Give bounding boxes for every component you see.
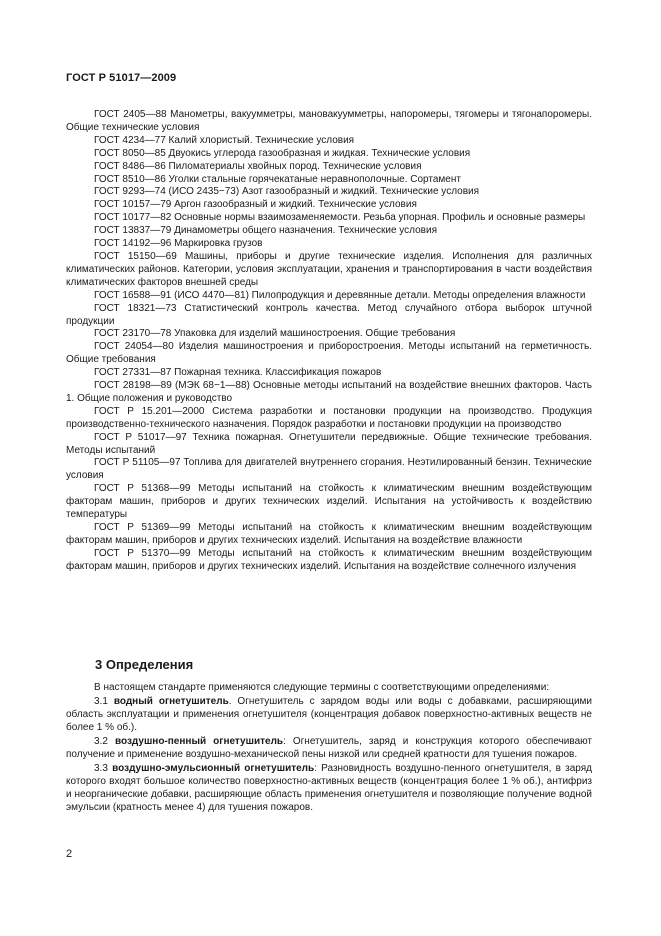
definition-term: воздушно-эмульсионный огнетушитель [112,763,315,774]
reference-item: ГОСТ Р 51105—97 Топлива для двигателей внутреннего сгорания. Неэтилированный бензин. Технические условия [66,457,592,482]
definitions-block [66,681,592,814]
definition-term: водный огнетушитель [113,696,229,707]
section-title: 3 Определения [95,657,194,672]
reference-item: ГОСТ 18321—73 Статистический контроль качества. Метод случайного отбора выборок штучной продукции [66,302,592,327]
reference-item: ГОСТ Р 51368—99 Методы испытаний на стойкость к климатическим внешним воздействующим факторам машин, приборов и других технических изделий. Испытания на устойчивость к воздействию температуры [66,483,592,521]
document-header: ГОСТ Р 51017—2009 [66,72,177,84]
reference-item: ГОСТ 13837—79 Динамометры общего назначения. Технические условия [94,225,437,237]
page-number: 2 [66,848,73,860]
definition-number: 3.3 [94,763,108,774]
reference-item: ГОСТ 8486—86 Пиломатериалы хвойных пород. Технические условия [94,160,422,172]
reference-item: ГОСТ 10157—79 Аргон газообразный и жидкий. Технические условия [94,199,417,211]
reference-item: ГОСТ 24054—80 Изделия машиностроения и приборостроения. Методы испытаний на герметичность. Общие требования [66,341,592,366]
reference-item: ГОСТ Р 51017—97 Техника пожарная. Огнетушители передвижные. Общие технические требования. Методы испытаний [66,431,592,456]
reference-item: ГОСТ 16588—91 (ИСО 4470—81) Пилопродукция и деревянные детали. Методы определения влажности [94,289,586,301]
definition-item [66,735,592,761]
definition-item [66,762,592,814]
reference-item: ГОСТ 4234—77 Калий хлористый. Технические условия [94,134,355,146]
reference-item: ГОСТ 8050—85 Двуокись углерода газообразная и жидкая. Технические условия [94,147,471,159]
reference-item: ГОСТ 27331—87 Пожарная техника. Классификация пожаров [94,367,382,379]
definition-text: : Разновидность воздушно-пенного огнетушителя, в заряд которого входят большое количество поверхностно-активных веществ (концентрация более 1 % об.), антифриз и неорганические добавки, расширяющие область применения огнетушителя и позволяющие получение водной эмульсии (кратность менее 4) для тушения пожаров. [66,763,593,813]
reference-item: ГОСТ 14192—96 Маркировка грузов [94,238,263,250]
reference-item: ГОСТ Р 15.201—2000 Система разработки и постановки продукции на производство. Продукция производственно-технического назначения. Порядок разработки и постановки продукции на производство [66,405,592,430]
definition-term: воздушно-пенный огнетушитель [114,736,284,747]
reference-item: ГОСТ 2405—88 Манометры, вакуумметры, мановакуумметры, напоромеры, тягомеры и тягонапоромеры. Общие технические условия [66,109,592,133]
reference-item: ГОСТ 23170—78 Упаковка для изделий машиностроения. Общие требования [94,328,456,340]
definition-item [66,695,592,734]
definition-number: 3.1 [94,696,108,707]
definitions-intro: В настоящем стандарте применяются следующие термины с соответствующими определениями: [94,682,550,693]
reference-item: ГОСТ 8510—86 Уголки стальные горячекатаные неравнополочные. Сортамент [94,173,461,185]
definition-text: . Огнетушитель с зарядом воды или воды с добавками, расширяющими область эксплуатации и применения огнетушителя (концентрация добавок поверхностно-активных веществ не более 1 % об.). [66,696,592,733]
definition-text: : Огнетушитель, заряд и конструкция которого обеспечивают получение и применение воздушно-механической пены низкой или средней кратности для тушения пожаров. [66,736,592,760]
reference-item: ГОСТ 15150—69 Машины, приборы и другие технические изделия. Исполнения для различных климатических районов. Категории, условия эксплуатации, хранения и транспортирования в части воздействия климатических факторов внешней среды [66,250,592,288]
reference-item: ГОСТ Р 51369—99 Методы испытаний на стойкость к климатическим внешним воздействующим факторам машин, приборов и других технических изделий. Испытания на воздействие влажности [66,522,592,546]
reference-item: ГОСТ Р 51370—99 Методы испытаний на стойкость к климатическим внешним воздействующим факторам машин, приборов и других технических изделий. Испытания на воздействие солнечного излучения [66,547,592,572]
reference-item: ГОСТ 28198—89 (МЭК 68−1—88) Основные методы испытаний на воздействие внешних факторов. Часть 1. Общие положения и руководство [66,380,592,404]
definition-number: 3.2 [94,736,108,747]
reference-item: ГОСТ 9293—74 (ИСО 2435−73) Азот газообразный и жидкий. Технические условия [94,186,480,198]
normative-references-list [66,109,592,574]
reference-item: ГОСТ 10177—82 Основные нормы взаимозаменяемости. Резьба упорная. Профиль и основные размеры [94,212,586,224]
